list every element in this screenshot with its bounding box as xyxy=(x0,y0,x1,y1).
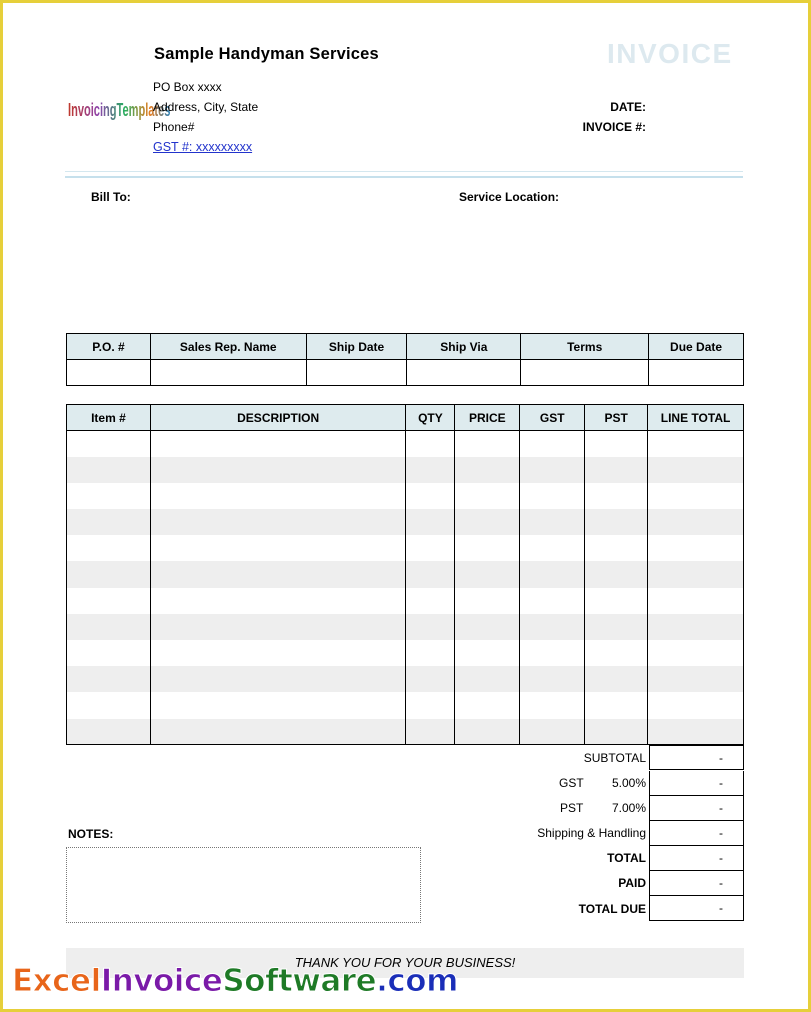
table-cell[interactable] xyxy=(585,431,648,457)
table-cell[interactable] xyxy=(520,640,585,666)
table-cell[interactable] xyxy=(67,535,151,561)
table-cell[interactable] xyxy=(585,614,648,640)
table-cell[interactable] xyxy=(67,431,151,457)
table-cell[interactable] xyxy=(455,692,520,718)
col-gst: GST xyxy=(520,405,585,431)
notes-label: NOTES: xyxy=(68,827,114,841)
table-cell[interactable] xyxy=(520,666,585,692)
address-city-state: Address, City, State xyxy=(153,100,259,114)
col-line-total: LINE TOTAL xyxy=(648,405,744,431)
table-cell[interactable] xyxy=(406,509,455,535)
table-cell[interactable] xyxy=(455,561,520,587)
table-cell[interactable] xyxy=(455,588,520,614)
table-cell[interactable] xyxy=(585,509,648,535)
total-value[interactable]: - xyxy=(649,846,744,871)
col-terms: Terms xyxy=(521,334,649,360)
table-cell[interactable] xyxy=(67,666,151,692)
table-cell[interactable] xyxy=(648,614,744,640)
date-label: DATE: xyxy=(610,100,646,114)
table-cell[interactable] xyxy=(585,719,648,745)
address-po-box: PO Box xxxx xyxy=(153,80,222,94)
table-cell[interactable] xyxy=(406,666,455,692)
table-cell[interactable] xyxy=(406,588,455,614)
table-cell[interactable] xyxy=(406,535,455,561)
watermark-part-com: .com xyxy=(376,963,458,999)
table-cell[interactable] xyxy=(150,431,406,457)
table-cell[interactable] xyxy=(67,614,151,640)
table-cell[interactable] xyxy=(67,719,151,745)
table-row xyxy=(67,640,744,666)
pst-total-label: PST xyxy=(560,801,584,815)
table-cell[interactable] xyxy=(150,509,406,535)
gst-rate: 5.00% xyxy=(611,776,646,790)
address-phone: Phone# xyxy=(153,120,195,134)
line-items-header-row xyxy=(67,405,744,431)
table-cell[interactable] xyxy=(67,692,151,718)
table-cell[interactable] xyxy=(648,719,744,745)
table-cell[interactable] xyxy=(67,640,151,666)
order-info-table xyxy=(66,333,744,386)
total-due-value[interactable]: - xyxy=(649,896,744,921)
table-cell[interactable] xyxy=(455,535,520,561)
table-cell[interactable] xyxy=(520,431,585,457)
table-cell[interactable] xyxy=(648,561,744,587)
table-row xyxy=(67,483,744,509)
col-due-date: Due Date xyxy=(649,334,744,360)
col-description: DESCRIPTION xyxy=(150,405,406,431)
table-cell[interactable] xyxy=(150,588,406,614)
watermark-part-software: Software xyxy=(222,963,377,999)
table-row xyxy=(67,431,744,457)
table-cell[interactable] xyxy=(150,640,406,666)
table-cell[interactable] xyxy=(406,692,455,718)
table-cell[interactable] xyxy=(648,535,744,561)
pst-rate: 7.00% xyxy=(611,801,646,815)
invoice-title: INVOICE xyxy=(607,38,733,69)
col-ship-via: Ship Via xyxy=(407,334,521,360)
company-logo xyxy=(68,96,171,128)
header-divider xyxy=(65,171,743,172)
table-cell[interactable] xyxy=(67,509,151,535)
table-cell[interactable] xyxy=(406,483,455,509)
table-cell[interactable] xyxy=(150,692,406,718)
table-row xyxy=(67,561,744,587)
table-cell[interactable] xyxy=(150,666,406,692)
watermark-part-invoice: Invoice xyxy=(100,963,223,999)
terms-cell[interactable] xyxy=(521,360,649,386)
table-cell[interactable] xyxy=(455,666,520,692)
table-cell[interactable] xyxy=(150,483,406,509)
table-cell[interactable] xyxy=(648,509,744,535)
table-cell[interactable] xyxy=(406,614,455,640)
table-row xyxy=(67,614,744,640)
col-item-number: Item # xyxy=(67,405,151,431)
table-cell[interactable] xyxy=(406,561,455,587)
table-row xyxy=(67,535,744,561)
subtotal-label: SUBTOTAL xyxy=(583,751,646,765)
table-cell[interactable] xyxy=(648,692,744,718)
table-cell[interactable] xyxy=(150,457,406,483)
table-cell[interactable] xyxy=(520,535,585,561)
po-number-cell[interactable] xyxy=(67,360,151,386)
subtotal-value[interactable]: - xyxy=(649,745,744,770)
total-label: TOTAL xyxy=(607,851,646,865)
col-ship-date: Ship Date xyxy=(306,334,407,360)
table-cell[interactable] xyxy=(585,457,648,483)
svg-text:InvoicingTemplates: InvoicingTemplates xyxy=(68,100,171,122)
col-po-number: P.O. # xyxy=(67,334,151,360)
table-cell[interactable] xyxy=(520,457,585,483)
table-row xyxy=(67,719,744,745)
table-cell[interactable] xyxy=(455,509,520,535)
order-info-header-row xyxy=(67,334,744,360)
table-cell[interactable] xyxy=(455,614,520,640)
table-cell[interactable] xyxy=(455,431,520,457)
table-cell[interactable] xyxy=(520,509,585,535)
pst-value[interactable]: - xyxy=(649,796,744,821)
service-location-label: Service Location: xyxy=(459,190,560,204)
table-cell[interactable] xyxy=(648,483,744,509)
table-cell[interactable] xyxy=(406,431,455,457)
table-cell[interactable] xyxy=(648,431,744,457)
table-cell[interactable] xyxy=(67,588,151,614)
col-price: PRICE xyxy=(455,405,520,431)
table-cell[interactable] xyxy=(455,483,520,509)
line-items-body xyxy=(67,431,744,745)
table-cell[interactable] xyxy=(585,640,648,666)
company-name: Sample Handyman Services xyxy=(154,45,379,63)
table-row xyxy=(67,588,744,614)
table-cell[interactable] xyxy=(648,640,744,666)
thank-you-message: THANK YOU FOR YOUR BUSINESS! xyxy=(294,955,516,970)
watermark-text xyxy=(12,963,458,999)
table-cell[interactable] xyxy=(67,561,151,587)
table-cell[interactable] xyxy=(150,535,406,561)
total-due-label: TOTAL DUE xyxy=(578,902,646,916)
table-cell[interactable] xyxy=(520,483,585,509)
header-divider-thick xyxy=(65,176,743,178)
table-cell[interactable] xyxy=(585,535,648,561)
table-cell[interactable] xyxy=(455,457,520,483)
table-cell[interactable] xyxy=(585,561,648,587)
invoice-number-label: INVOICE #: xyxy=(582,120,646,134)
table-cell[interactable] xyxy=(585,666,648,692)
table-cell[interactable] xyxy=(520,614,585,640)
paid-label: PAID xyxy=(618,876,646,890)
table-row xyxy=(67,666,744,692)
table-cell[interactable] xyxy=(406,457,455,483)
table-row xyxy=(67,692,744,718)
watermark-part-excel: Excel xyxy=(12,963,101,999)
table-cell[interactable] xyxy=(406,640,455,666)
notes-box[interactable] xyxy=(66,847,421,923)
sales-rep-cell[interactable] xyxy=(150,360,306,386)
table-cell[interactable] xyxy=(648,457,744,483)
gst-value[interactable]: - xyxy=(649,771,744,796)
paid-value[interactable]: - xyxy=(649,871,744,896)
shipping-label: Shipping & Handling xyxy=(537,826,646,840)
col-sales-rep: Sales Rep. Name xyxy=(150,334,306,360)
ship-via-cell[interactable] xyxy=(407,360,521,386)
table-cell[interactable] xyxy=(150,614,406,640)
table-cell[interactable] xyxy=(455,640,520,666)
ship-date-cell[interactable] xyxy=(306,360,407,386)
col-qty: QTY xyxy=(406,405,455,431)
table-cell[interactable] xyxy=(520,719,585,745)
col-pst: PST xyxy=(585,405,648,431)
shipping-value[interactable]: - xyxy=(649,821,744,846)
table-cell[interactable] xyxy=(520,692,585,718)
due-date-cell[interactable] xyxy=(649,360,744,386)
gst-total-label: GST xyxy=(559,776,584,790)
table-cell[interactable] xyxy=(520,588,585,614)
table-cell[interactable] xyxy=(150,719,406,745)
table-cell[interactable] xyxy=(585,588,648,614)
table-cell[interactable] xyxy=(67,483,151,509)
table-cell[interactable] xyxy=(648,666,744,692)
table-cell[interactable] xyxy=(67,457,151,483)
gst-link[interactable]: GST #: xxxxxxxxx xyxy=(153,140,253,154)
table-cell[interactable] xyxy=(585,483,648,509)
line-items-table xyxy=(66,404,744,745)
table-cell[interactable] xyxy=(150,561,406,587)
table-cell[interactable] xyxy=(585,692,648,718)
table-cell[interactable] xyxy=(648,588,744,614)
table-cell[interactable] xyxy=(455,719,520,745)
order-info-value-row xyxy=(67,360,744,386)
logo-graphic xyxy=(68,96,171,128)
table-row xyxy=(67,509,744,535)
table-cell[interactable] xyxy=(406,719,455,745)
bill-to-label: Bill To: xyxy=(91,190,131,204)
table-row xyxy=(67,457,744,483)
table-cell[interactable] xyxy=(520,561,585,587)
